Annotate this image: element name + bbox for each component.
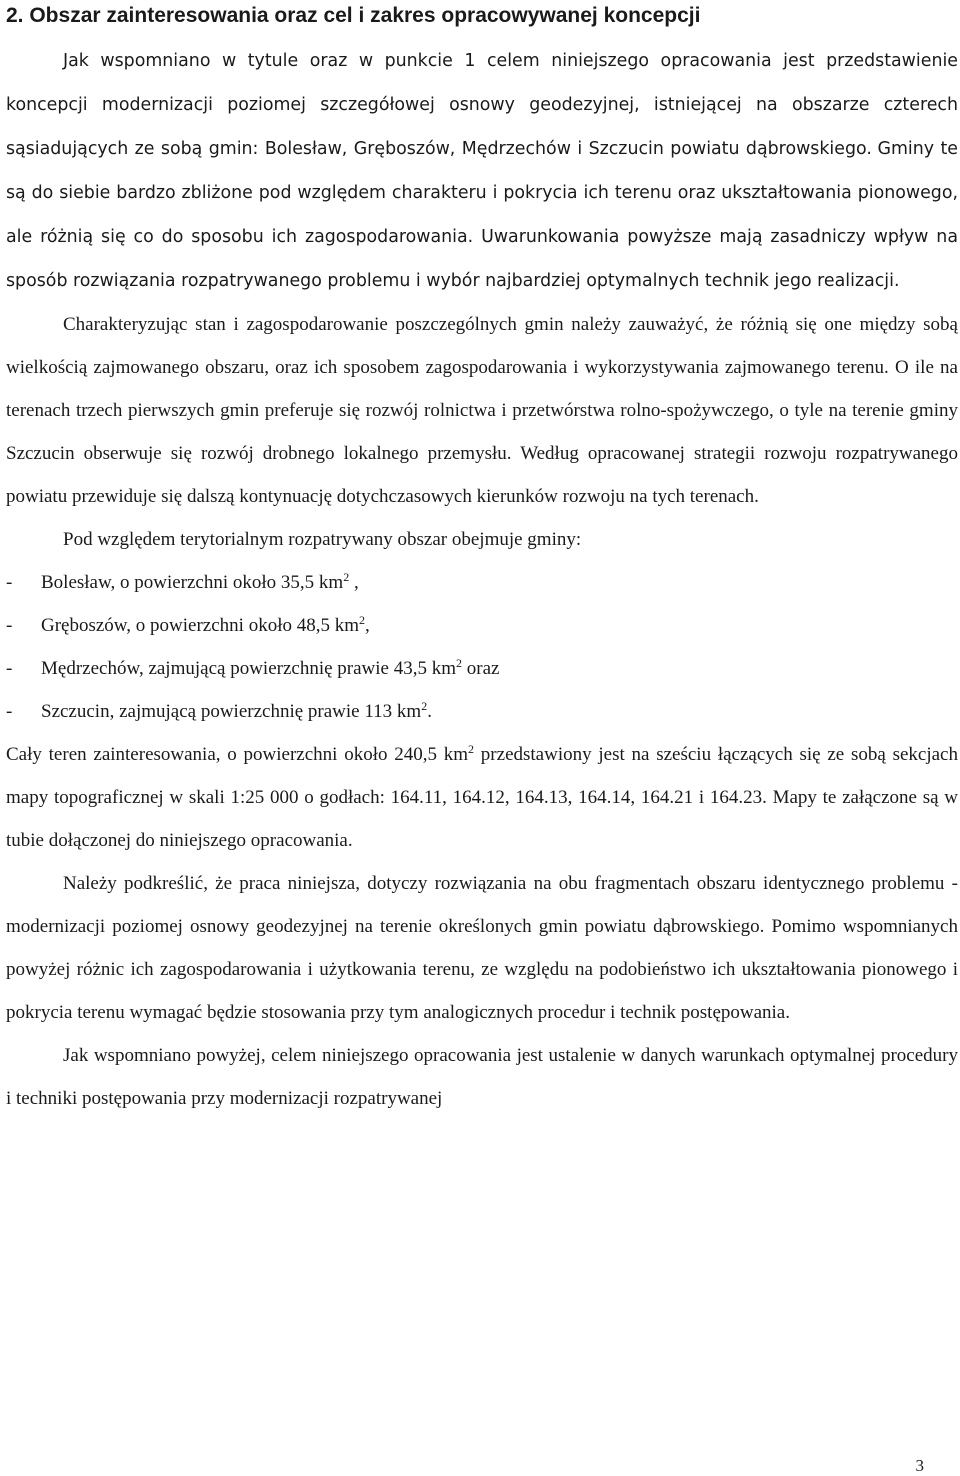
list-item bbox=[6, 604, 958, 647]
paragraph-area-start: Cały teren zainteresowania, o powierzchni około 240,5 km bbox=[6, 744, 469, 765]
paragraph-area-end: przedstawiony jest na sześciu łączących się ze sobą sekcjach mapy topograficznej w skali 1:25 000 o godłach: 164.11, 164.12, 164.13, 164.14, 164.21 i 164.23. Mapy te załączone są w tubie dołączonej do niniejszego opracowania. bbox=[6, 744, 958, 851]
list-item bbox=[6, 647, 958, 690]
list-item-suffix: . bbox=[427, 701, 432, 722]
paragraph-territory: Pod względem terytorialnym rozpatrywany obszar obejmuje gminy: bbox=[63, 529, 582, 550]
paragraph-characteristics: Charakteryzując stan i zagospodarowanie poszczególnych gmin należy zauważyć, że różnią się one między sobą wielkością zajmowanego obszaru, oraz ich sposobem zagospodarowania i wykorzystywania zajmowanego terenu. O ile na terenach trzech pierwszych gmin preferuje się rozwój rolnictwa i przetwórstwa rolno-spożywczego, o tyle na terenie gminy Szczucin obserwuje się rozwój drobnego lokalnego przemysłu. Według opracowanej strategii rozwoju rozpatrywanego powiatu przewiduje się dalszą kontynuację dotychczasowych kierunków rozwoju na tych terenach. bbox=[6, 314, 958, 507]
list-dash: - bbox=[6, 615, 13, 636]
page-number: 3 bbox=[915, 1456, 924, 1475]
list-item-text: Mędrzechów, zajmującą powierzchnię prawie 43,5 km bbox=[41, 658, 457, 679]
superscript: 2 bbox=[359, 612, 366, 627]
list-item bbox=[6, 690, 958, 733]
list-item-suffix: , bbox=[349, 572, 359, 593]
municipality-list bbox=[6, 561, 958, 733]
list-item-text: Bolesław, o powierzchni około 35,5 km bbox=[41, 572, 344, 593]
paragraph-goal: Jak wspomniano powyżej, celem niniejszego opracowania jest ustalenie w danych warunkach optymalnej procedury i techniki postępowania przy modernizacji rozpatrywanej bbox=[6, 1045, 958, 1109]
list-item-suffix: oraz bbox=[462, 658, 500, 679]
paragraph-purpose bbox=[6, 39, 958, 303]
list-dash: - bbox=[6, 572, 13, 593]
list-item-text: Szczucin, zajmującą powierzchnię prawie 113 km bbox=[41, 701, 422, 722]
list-item-text: Gręboszów, o powierzchni około 48,5 km bbox=[41, 615, 360, 636]
superscript: 2 bbox=[468, 741, 475, 756]
superscript: 2 bbox=[343, 569, 350, 584]
list-dash: - bbox=[6, 658, 13, 679]
list-item bbox=[6, 561, 958, 604]
superscript: 2 bbox=[421, 698, 428, 713]
paragraph-purpose-continuation: Gminy te są do siebie bardzo zbliżone pod względem charakteru i pokrycia ich terenu oraz ukształtowania pionowego, ale różnią się co do sposobu ich zagospodarowania. Uwarunkowania powyższe mają zasadniczy wpływ na sposób rozwiązania rozpatrywanego problemu i wybór najbardziej optymalnych technik jego realizacji. bbox=[6, 139, 959, 291]
document-page bbox=[6, 0, 958, 1120]
paragraph-purpose-intro: Jak wspomniano w tytule oraz w punkcie 1 celem niniejszego opracowania jest przedstawienie koncepcji modernizacji poziomej szczegółowej osnowy geodezyjnej, istniejącej na obszarze czterech sąsiadujących ze sobą gmin: Bolesław, Gręboszów, Mędrzechów i Szczucin powiatu dąbrowskiego. bbox=[6, 51, 958, 159]
list-dash: - bbox=[6, 701, 13, 722]
section-heading: 2. Obszar zainteresowania oraz cel i zakres opracowywanej koncepcji bbox=[6, 4, 701, 27]
paragraph-emphasis: Należy podkreślić, że praca niniejsza, dotyczy rozwiązania na obu fragmentach obszaru identycznego problemu - modernizacji poziomej osnowy geodezyjnej na terenie określonych gmin powiatu dąbrowskiego. Pomimo wspomnianych powyżej różnic ich zagospodarowania i użytkowania terenu, ze względu na podobieństwo ich ukształtowania pionowego i pokrycia terenu wymagać będzie stosowania przy tym analogicznych procedur i technik postępowania. bbox=[6, 873, 958, 1023]
paragraph-area bbox=[6, 733, 958, 862]
list-item-suffix: , bbox=[365, 615, 370, 636]
superscript: 2 bbox=[456, 655, 463, 670]
